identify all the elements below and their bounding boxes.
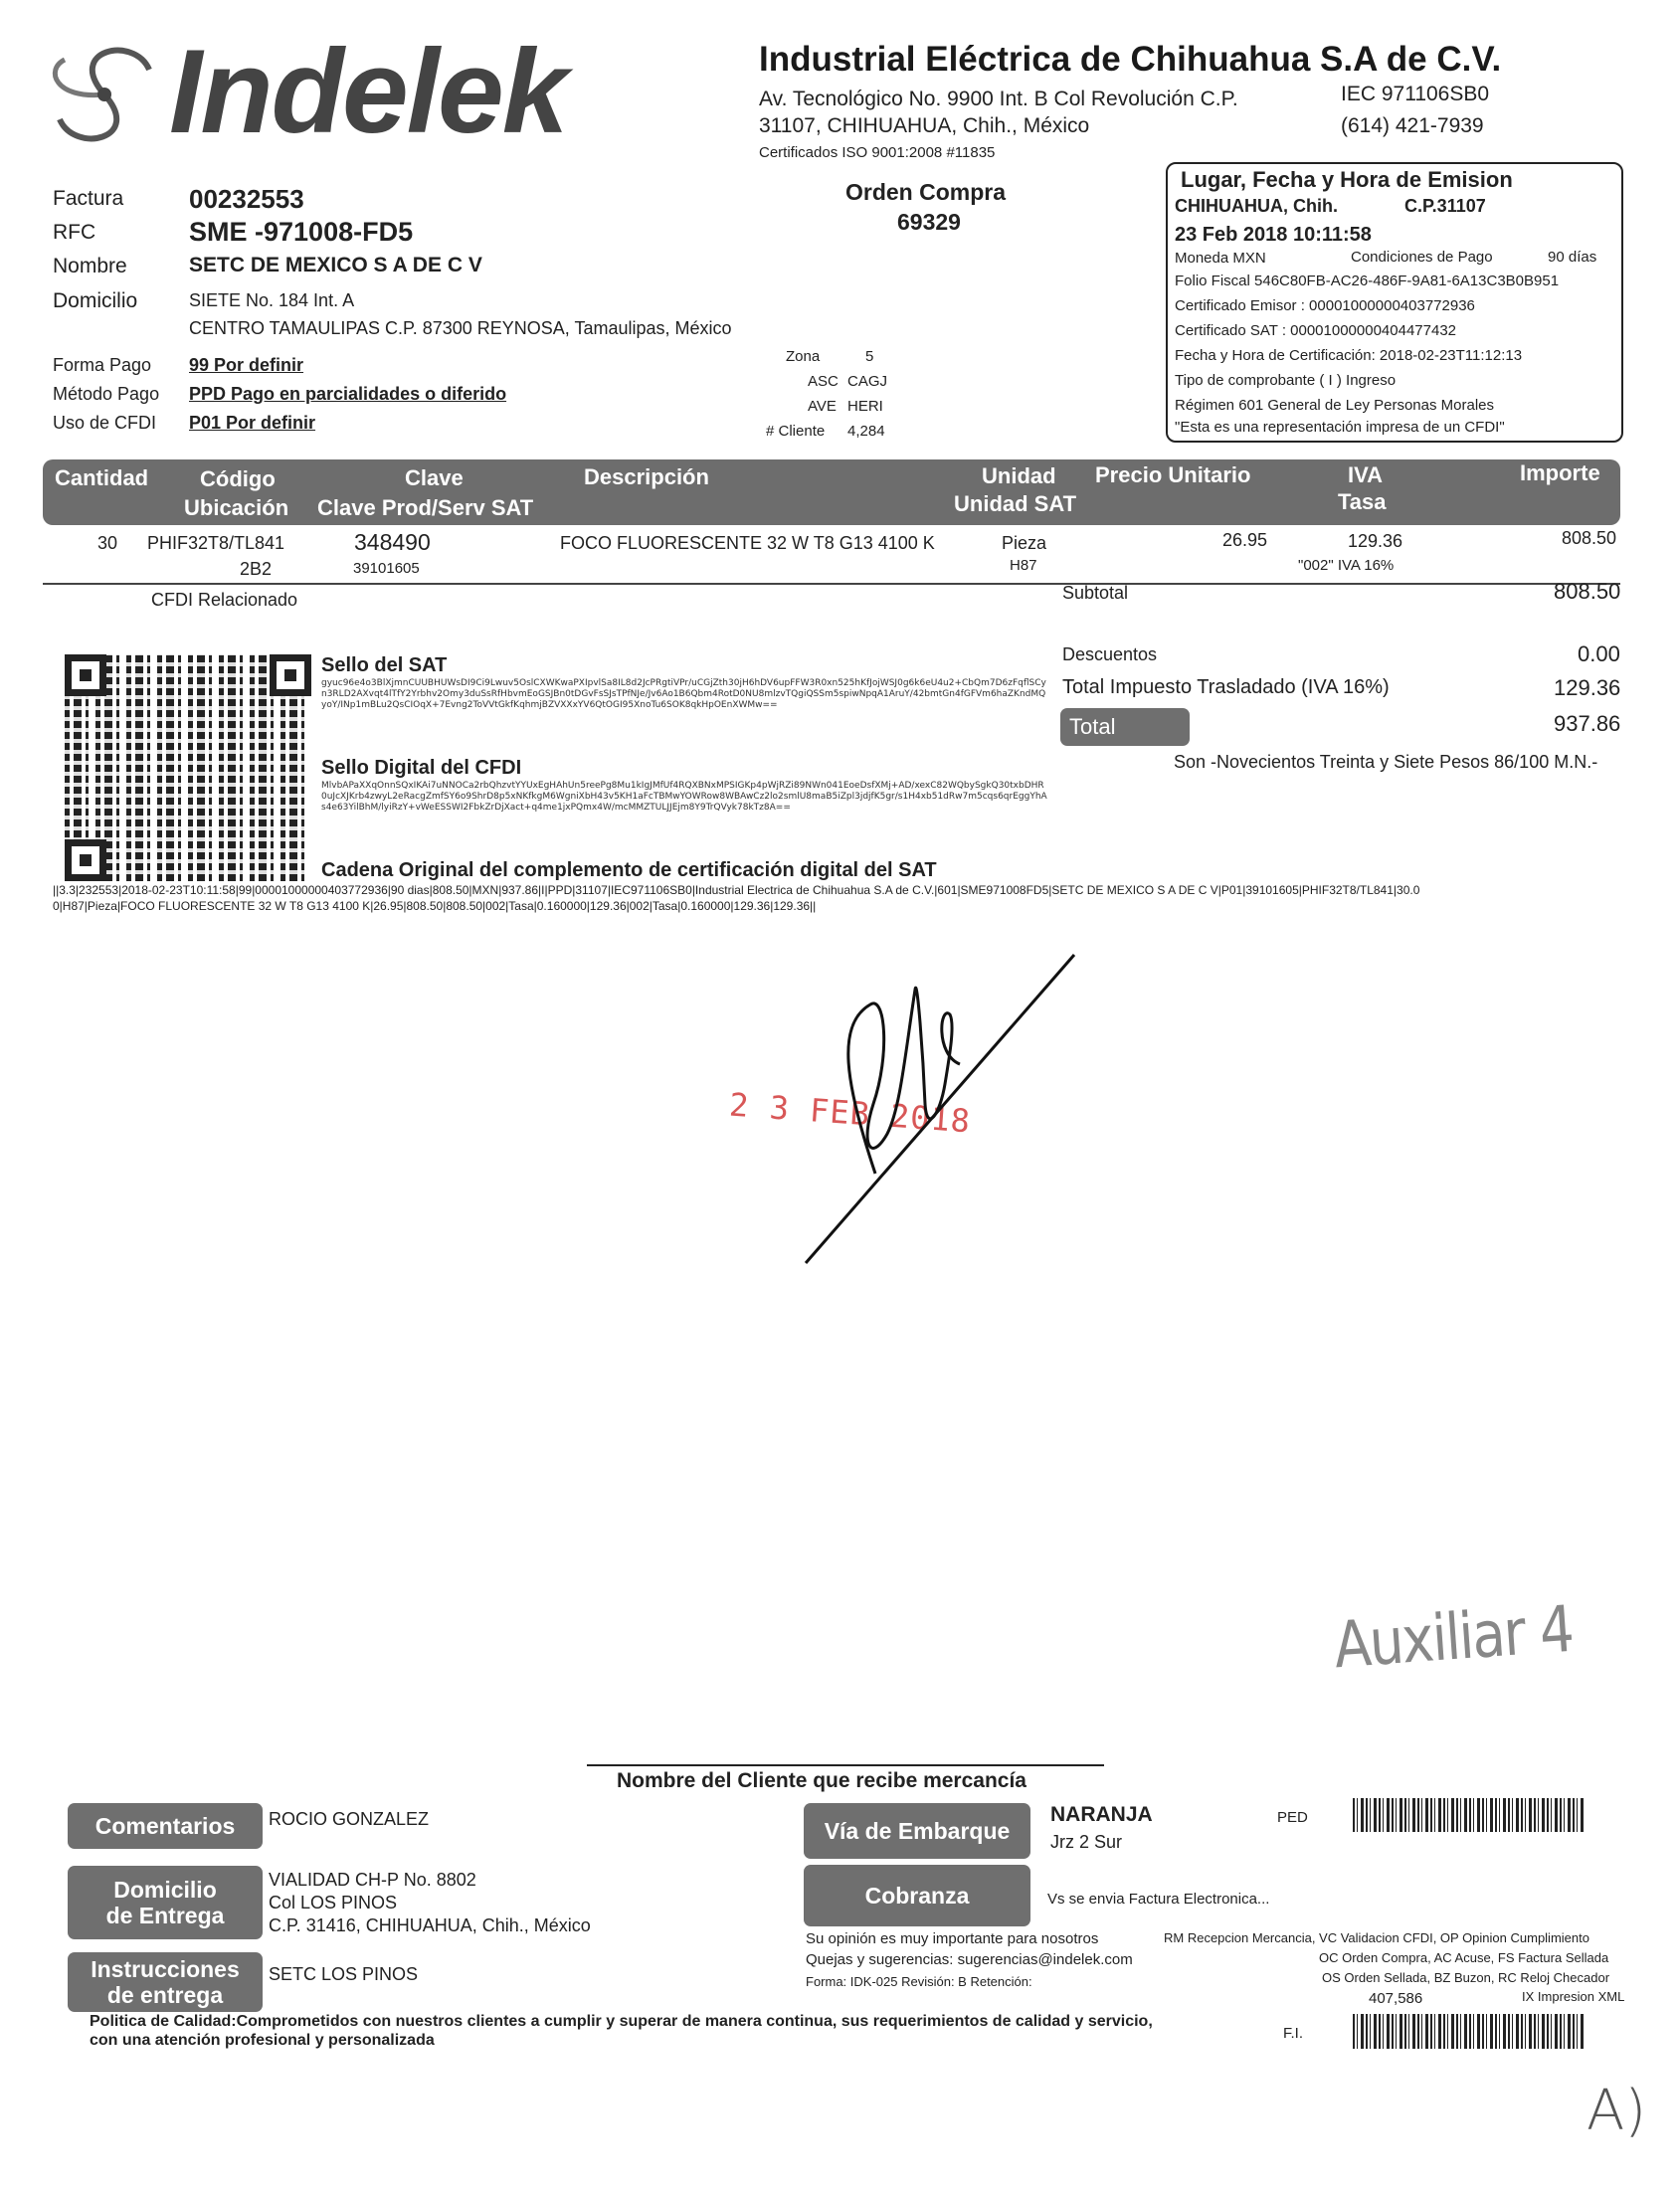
emision-regimen: Régimen 601 General de Ley Personas Morales — [1175, 397, 1495, 414]
ped-label: PED — [1277, 1809, 1308, 1826]
rm-legend-2: OC Orden Compra, AC Acuse, FS Factura Sellada — [1319, 1950, 1609, 1965]
total-value: 937.86 — [1554, 711, 1621, 736]
qr-finder-bottom-left — [65, 839, 106, 881]
subtotal-label: Subtotal — [1062, 583, 1129, 603]
row-cantidad: 30 — [97, 533, 118, 553]
comentarios-button: Comentarios — [68, 1803, 263, 1849]
emision-representacion: "Esta es una representación impresa de un CFDI" — [1175, 419, 1505, 436]
header-cantidad: Cantidad — [55, 465, 149, 490]
domicilio-entrega-line-2: Col LOS PINOS — [269, 1893, 398, 1913]
cliente-recibe-label: Nombre del Cliente que recibe mercancía — [617, 1769, 1027, 1792]
uso-cfdi-label: Uso de CFDI — [53, 413, 157, 433]
row-precio: 26.95 — [1222, 530, 1268, 550]
row-ubicacion: 2B2 — [240, 559, 273, 579]
emision-tipo: Tipo de comprobante ( I ) Ingreso — [1175, 372, 1397, 389]
domicilio-entrega-button: Domicilio de Entrega — [68, 1866, 263, 1939]
row-unidad-sat: H87 — [1010, 557, 1037, 574]
header-precio: Precio Unitario — [1095, 462, 1251, 487]
company-logo — [45, 25, 661, 174]
cadena-text: ||3.3|232553|2018-02-23T10:11:58|99|00001000000403772936|90 dias|808.50|MXN|937.86|I|PPD|31107|IEC971106SB0|Industrial Electrica de Chihuahua S.A de C.V.|601|SME971008FD5|SETC DE MEXICO S A DE C V|P01|39101605|PHIF32T8/TL841|30.00|H87|Pieza|FOCO FLUORESCENTE 32 W T8 G13 4100 K|26.95|808.50|808.50|002|Tasa|0.160000|129.36|002|Tasa|0.160000|129.36|129.36|| — [53, 883, 1420, 913]
qr-finder-top-left — [65, 654, 106, 696]
row-codigo: PHIF32T8/TL841 — [147, 533, 285, 553]
forma-text: Forma: IDK-025 Revisión: B Retención: — [806, 1974, 1032, 1989]
emision-cert-sat: Certificado SAT : 00001000000404477432 — [1175, 322, 1457, 339]
via-embarque-sucursal: Jrz 2 Sur — [1050, 1832, 1123, 1852]
nombre-value: SETC DE MEXICO S A DE C V — [189, 254, 482, 276]
rm-legend-3: OS Orden Sellada, BZ Buzon, RC Reloj Checador — [1322, 1970, 1610, 1985]
emision-fecha: 23 Feb 2018 10:11:58 — [1175, 224, 1372, 246]
qr-code — [65, 654, 311, 881]
cliente-value: 4,284 — [847, 423, 885, 440]
orden-compra-number: 69329 — [897, 209, 961, 235]
emision-condiciones: Condiciones de Pago — [1351, 249, 1493, 266]
via-embarque-button: Vía de Embarque — [804, 1803, 1030, 1859]
items-table-header — [43, 459, 1620, 525]
forma-pago-label: Forma Pago — [53, 355, 152, 375]
received-date-stamp: 2 3 FEB 2018 — [727, 1085, 973, 1141]
factura-number: 00232553 — [189, 184, 304, 214]
header-importe: Importe — [1520, 460, 1600, 485]
signature — [776, 935, 1094, 1273]
header-codigo: Código — [200, 466, 276, 491]
domicilio-line-1: SIETE No. 184 Int. A — [189, 290, 355, 310]
row-divider — [43, 583, 1620, 585]
footer-number: 407,586 — [1369, 1990, 1423, 2007]
comentarios-value: ROCIO GONZALEZ — [269, 1809, 430, 1829]
cobranza-button: Cobranza — [804, 1865, 1030, 1926]
sello-sat-title: Sello del SAT — [321, 654, 448, 676]
cobranza-value: Vs se envia Factura Electronica... — [1047, 1891, 1270, 1908]
emision-fecha-cert: Fecha y Hora de Certificación: 2018-02-23T11:12:13 — [1175, 347, 1523, 364]
row-unidad: Pieza — [1002, 533, 1047, 553]
asc-value: CAGJ — [847, 373, 888, 390]
instrucciones-value: SETC LOS PINOS — [269, 1964, 419, 1984]
total-label: Total — [1069, 714, 1116, 739]
politica-calidad-2: con una atención profesional y personalizada — [90, 2032, 435, 2049]
table-row — [43, 525, 1620, 585]
company-name: Industrial Eléctrica de Chihuahua S.A de C.V. — [759, 40, 1502, 79]
domicilio-entrega-line-3: C.P. 31416, CHIHUAHUA, Chih., México — [269, 1915, 591, 1935]
metodo-pago-value: PPD Pago en parcialidades o diferido — [189, 384, 507, 404]
quejas-text: Quejas y sugerencias: sugerencias@indelek.com — [806, 1951, 1133, 1968]
subtotal-value: 808.50 — [1554, 579, 1621, 604]
zona-value: 5 — [865, 348, 874, 365]
row-iva: 129.36 — [1348, 531, 1403, 551]
emision-cp: C.P.31107 — [1404, 196, 1486, 216]
domicilio-label: Domicilio — [53, 289, 138, 312]
sello-sat-text: gyuc96e4o3BlXjmnCUUBHUWsDI9Ci9Lwuv5OslCXWKwaPXIpvlSa8IL8d2JcPRgtiVPr/uCGjZth30jH6hDV6upFFW3R0xn525hKfJojWSJ0g6k6eU4u2+CbQm7D6zFqflSCyn3RLD2AXvqt4lTfY2Yrbhv2Omy3duSsRfHbvmEoGSJBn0tDGvFsSJsTPfNJe/Jv6Ao1B6Qbm4RotD0NU8mlzvTQgiQSSm5spiwNpqA1AruY/42bmtGn4fGFVm6haZKndMQyoY/INp1mBLu2QsCIOqX+7Evng2ToVVtGkfKqhmjBZVXXxYV6QtOGI95XnoTu6SOK8qkHpOEnXWMw== — [321, 678, 1046, 710]
company-rfc: IEC 971106SB0 — [1341, 83, 1490, 105]
descuentos-label: Descuentos — [1062, 644, 1158, 664]
politica-calidad: Politica de Calidad:Comprometidos con nuestros clientes a cumplir y superar de manera continua, sus requerimientos de calidad y servicio, — [90, 2013, 1153, 2030]
header-iva: IVA — [1348, 462, 1384, 487]
logo-text: Indelek — [169, 25, 567, 158]
header-unidad: Unidad — [982, 463, 1056, 488]
emision-cert-emisor: Certificado Emisor : 00001000000403772936 — [1175, 297, 1475, 314]
opinion-text: Su opinión es muy importante para nosotros — [806, 1930, 1099, 1947]
header-unidad-sat: Unidad SAT — [954, 491, 1077, 516]
metodo-pago-label: Método Pago — [53, 384, 160, 404]
row-importe: 808.50 — [1562, 528, 1617, 548]
barcode-bottom — [1353, 2014, 1584, 2049]
qr-finder-top-right — [270, 654, 311, 696]
sello-cfdi-text: MlvbAPaXXqOnnSQxIKAi7uNNOCa2rbQhzvtYYUxEgHAhUn5reePg8Mu1kIgJMfUf4RQXBNxMPSIGKp4pWjRZi89NWn041EoeDsfXMj+AD/xexC82WQbySgkQ30txbDHR0uJcXJKrb4zwyL2eRacgZmfSY6o9ShrD8p5xNKfkgM6WgniXbH43v5KH1aFcTBMwYOWRow8WBAwCz2lo2smlU8maB5iZpl3jdjfK5gr/s1H4xb51dRw7m5cqs6qrEggYhAs4e63YilBhM/lyiRzY+vWeESSWI2FbkZrDjXact+q4me1jxPQmx4W/mcMMZTULJJEjm8Y9TrQVyk78kTz8A== — [321, 781, 1047, 813]
handwritten-corner: A) — [1587, 2079, 1647, 2143]
nombre-label: Nombre — [53, 255, 127, 277]
emision-title: Lugar, Fecha y Hora de Emision — [1181, 167, 1513, 192]
descuentos-value: 0.00 — [1578, 641, 1620, 666]
company-iso: Certificados ISO 9001:2008 #11835 — [759, 144, 996, 161]
company-address-2: 31107, CHIHUAHUA, Chih., México — [759, 114, 1090, 137]
logo-swirl-icon — [45, 40, 164, 149]
impresion-xml: IX Impresion XML — [1522, 1989, 1625, 2004]
orden-compra-label: Orden Compra — [845, 179, 1007, 205]
emision-moneda: Moneda MXN — [1175, 250, 1266, 267]
impuesto-label: Total Impuesto Trasladado (IVA 16%) — [1062, 676, 1390, 698]
total-letra: Son -Novecientos Treinta y Siete Pesos 86/100 M.N.- — [1174, 752, 1598, 772]
cliente-recibe-line — [587, 1764, 1104, 1766]
rfc-value: SME -971008-FD5 — [189, 217, 414, 247]
impuesto-value: 129.36 — [1554, 675, 1621, 700]
emision-lugar: CHIHUAHUA, Chih. — [1175, 196, 1338, 216]
rm-legend-1: RM Recepcion Mercancia, VC Validacion CFDI, OP Opinion Cumplimiento — [1164, 1930, 1589, 1945]
instrucciones-button: Instrucciones de entrega — [68, 1952, 263, 2012]
fi-label: F.I. — [1283, 2025, 1304, 2042]
domicilio-line-2: CENTRO TAMAULIPAS C.P. 87300 REYNOSA, Tamaulipas, México — [189, 318, 732, 338]
barcode-top — [1353, 1798, 1584, 1832]
company-phone: (614) 421-7939 — [1341, 114, 1484, 137]
asc-label: ASC — [808, 373, 839, 390]
row-clave: 348490 — [354, 529, 431, 555]
via-embarque-value: NARANJA — [1050, 1803, 1153, 1826]
row-clave-prod: 39101605 — [353, 560, 420, 577]
uso-cfdi-value: P01 Por definir — [189, 413, 316, 433]
domicilio-entrega-line-1: VIALIDAD CH-P No. 8802 — [269, 1870, 476, 1890]
zona-label: Zona — [786, 348, 821, 365]
header-descripcion: Descripción — [584, 464, 709, 489]
emision-folio: Folio Fiscal 546C80FB-AC26-486F-9A81-6A13C3B0B951 — [1175, 273, 1560, 289]
cliente-label: # Cliente — [766, 423, 826, 440]
header-tasa: Tasa — [1338, 489, 1387, 514]
forma-pago-value: 99 Por definir — [189, 355, 304, 375]
emision-dias: 90 días — [1548, 249, 1597, 266]
company-address-1: Av. Tecnológico No. 9900 Int. B Col Revolución C.P. — [759, 88, 1238, 110]
sello-cfdi-title: Sello Digital del CFDI — [321, 757, 522, 779]
header-clave: Clave — [405, 465, 464, 490]
ave-label: AVE — [808, 398, 837, 415]
rfc-label: RFC — [53, 221, 96, 244]
header-ubicacion: Ubicación — [184, 495, 289, 520]
cadena-title: Cadena Original del complemento de certificación digital del SAT — [321, 859, 937, 881]
factura-label: Factura — [53, 187, 124, 210]
ave-value: HERI — [847, 398, 883, 415]
cfdi-relacionado: CFDI Relacionado — [151, 590, 298, 610]
handwritten-auxiliar: Auxiliar 4 — [1331, 1592, 1576, 1684]
header-clave-prod: Clave Prod/Serv SAT — [317, 495, 534, 520]
row-descripcion: FOCO FLUORESCENTE 32 W T8 G13 4100 K — [560, 533, 935, 553]
row-tasa: "002" IVA 16% — [1298, 557, 1395, 574]
